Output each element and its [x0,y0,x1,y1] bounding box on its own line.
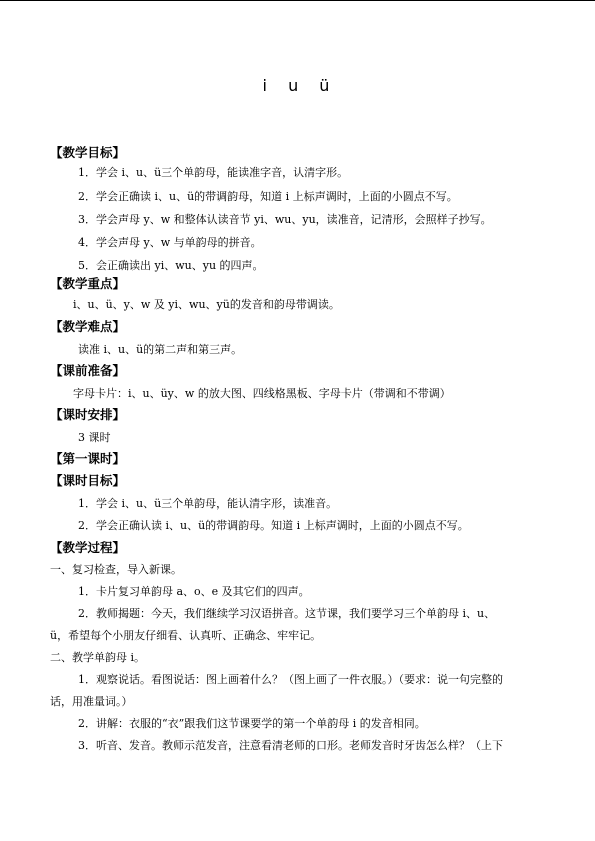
body-line: 1．学会 i、u、ü三个单韵母，能读准字音，认清字形。 [78,166,349,179]
section-heading: 【课时安排】 [50,407,126,422]
body-line: 3．听音、发音。教师示范发音，注意看清老师的口形。老师发音时牙齿怎么样？（上下 [78,739,503,752]
section-heading: 【教学过程】 [50,540,126,555]
section-heading: 【教学难点】 [50,319,126,334]
page-title: i u ü [262,76,333,95]
body-line: ü，希望每个小朋友仔细看、认真听、正确念、牢牢记。 [50,629,322,642]
body-line: 一、复习检查，导入新课。 [50,563,182,576]
body-line: 1．卡片复习单韵母 a、o、e 及其它们的四声。 [78,585,310,598]
body-line: 2．学会正确读 i、u、ü的带调韵母，知道 i 上标声调时，上面的小圆点不写。 [78,190,458,203]
body-line: 1．学会 i、u、ü三个单韵母，能认清字形，读准音。 [78,497,338,510]
body-line: 5．会正确读出 yi、wu、yu 的四声。 [78,259,264,272]
section-heading: 【课时目标】 [50,473,126,488]
body-line: 1．观察说话。看图说话：图上画着什么？（图上画了一件衣服。）（要求：说一句完整的 [78,673,503,686]
body-line: 2．讲解：衣服的“衣”跟我们这节课要学的第一个单韵母 i 的发音相同。 [78,717,426,730]
body-line: 字母卡片：i、u、üy、w 的放大图、四线格黑板、字母卡片（带调和不带调） [73,387,451,400]
section-heading: 【课前准备】 [50,363,126,378]
section-heading: 【教学目标】 [50,145,126,160]
section-heading: 【第一课时】 [50,451,126,466]
body-line: 3 课时 [78,431,111,444]
body-line: 2．教师揭题：今天，我们继续学习汉语拼音。这节课，我们要学习三个单韵母 i、u、 [78,607,496,620]
body-line: 4．学会声母 y、w 与单韵母的拼音。 [78,236,262,249]
page-top-border [0,0,595,1]
body-line: 2．学会正确认读 i、u、ü的带调韵母。知道 i 上标声调时，上面的小圆点不写。 [78,519,469,532]
body-line: 3．学会声母 y、w 和整体认读音节 yi、wu、yu，读准音，记清形，会照样子抄写。 [78,213,492,226]
body-line: 二、教学单韵母 i。 [50,651,146,664]
body-line: 读准 i、u、ü的第二声和第三声。 [78,343,243,356]
body-line: 话，用准量词。） [50,695,133,708]
section-heading: 【教学重点】 [50,276,126,291]
body-line: i、u、ü、y、w 及 yi、wu、yü的发音和韵母带调读。 [73,298,340,311]
